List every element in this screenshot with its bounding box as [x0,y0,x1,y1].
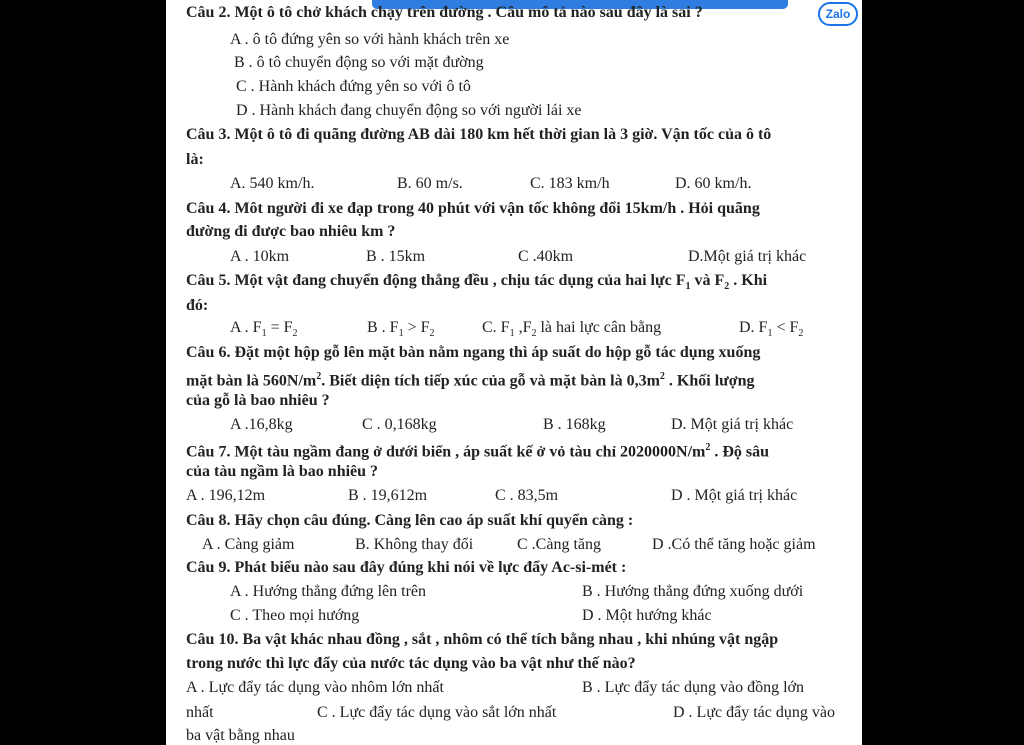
q5-c-sub2: 2 [531,328,537,340]
q5-d-sub2: 2 [798,328,804,340]
q7-option-d: D . Một giá trị khác [671,487,798,504]
q5-a-sub1: 1 [261,328,267,340]
q9-option-c: C . Theo mọi hướng [230,607,360,624]
q3-option-d: D. 60 km/h. [675,175,752,192]
q4-option-c: C .40km [518,248,574,265]
q5-line2: đó: [186,297,209,314]
q3-line2: là: [186,151,204,168]
q9-option-d: D . Một hướng khác [582,607,712,624]
q6-sup1: 2 [316,371,322,382]
q6-line1: Câu 6. Đặt một hộp gỗ lên mặt bàn nằm ngang thì áp suất do hộp gỗ tác dụng xuống [186,344,761,361]
q5-option-a [230,318,298,344]
q5-line1-end: . Khi [729,272,768,289]
q7-line1-end: . Độ sâu [710,443,770,461]
q5-b-sub1: 1 [398,328,404,340]
q5-sub1: 1 [685,281,691,293]
q10-option-b-cont: nhất [186,704,214,721]
document-page [166,0,862,745]
q8-option-d: D .Có thể tăng hoặc giảm [652,536,816,553]
q6-sup2: 2 [659,371,665,382]
q4-option-d: D.Một giá trị khác [688,248,807,265]
q6-option-b: B . 168kg [543,416,606,433]
q8-option-c: C .Càng tăng [517,536,601,553]
q3-option-b: B. 60 m/s. [397,175,463,192]
q2-option-c: C . Hành khách đứng yên so với ô tô [236,78,471,95]
q2-option-a: A . ô tô đứng yên so với hành khách trên xe [230,31,510,48]
q5-sub2: 2 [724,281,730,293]
q5-option-c [482,318,661,344]
q10-line2: trong nước thì lực đẩy của nước tác dụng vào ba vật như thế nào? [186,655,636,672]
q6-line2-pre: mặt bàn là 560N/m [186,372,317,390]
q2-option-b: B . ô tô chuyển động so với mặt đường [234,54,484,71]
q10-option-d: D . Lực đẩy tác dụng vào [673,704,835,721]
q3-option-c: C. 183 km/h [530,175,610,192]
q3-line1: Câu 3. Một ô tô đi quãng đường AB dài 180 km hết thời gian là 3 giờ. Vận tốc của ô tô [186,126,772,143]
q5-b-sub2: 2 [429,328,435,340]
q7-sup: 2 [705,442,711,453]
q5-a-mid: = F [266,319,293,336]
q4-line2: đường đi được bao nhiêu km ? [186,223,396,240]
q5-line1 [186,271,767,297]
q7-line1 [186,438,769,462]
q7-option-c: C . 83,5m [495,487,559,504]
zalo-badge[interactable]: Zalo [818,2,858,26]
q2-title: Câu 2. Một ô tô chở khách chạy trên đường . Câu mô tả nào sau đây là sai ? [186,4,703,21]
q10-option-b: B . Lực đẩy tác dụng vào đồng lớn [582,679,804,696]
q7-line1-pre: Câu 7. Một tàu ngầm đang ở dưới biển , áp suất kế ở vỏ tàu chỉ 2020000N/m [186,443,706,461]
q7-option-a: A . 196,12m [186,487,266,504]
q7-line2: của tàu ngầm là bao nhiêu ? [186,463,379,480]
q5-d-sub1: 1 [767,328,773,340]
q5-c-end: là hai lực cân bằng [536,319,662,336]
q2-option-d: D . Hành khách đang chuyển động so với người lái xe [236,102,582,119]
q9-title: Câu 9. Phát biểu nào sau đây đúng khi nói về lực đẩy Ac-si-mét : [186,559,627,576]
q4-line1: Câu 4. Môt người đi xe đạp trong 40 phút với vận tốc không đổi 15km/h . Hỏi quãng [186,200,760,217]
q9-option-a: A . Hướng thẳng đứng lên trên [230,583,426,600]
q6-line3: của gỗ là bao nhiêu ? [186,392,330,409]
q8-option-a: A . Càng giảm [202,536,295,553]
q5-d-mid: < F [772,319,799,336]
q5-line1-text: Câu 5. Một vật đang chuyển động thẳng đều , chịu tác dụng của hai lực F [186,272,686,289]
q10-option-d-cont: ba vật bằng nhau [186,727,295,744]
q5-option-b [367,318,435,344]
q6-option-c: C . 0,168kg [362,416,437,433]
q6-option-a: A .16,8kg [230,416,293,433]
q6-line2 [186,367,755,391]
q5-c-mid: ,F [514,319,532,336]
q10-option-c: C . Lực đẩy tác dụng vào sắt lớn nhất [317,704,557,721]
q4-option-b: B . 15km [366,248,426,265]
q8-option-b: B. Không thay đổi [355,536,474,553]
q6-option-d: D. Một giá trị khác [671,416,794,433]
q10-line1: Câu 10. Ba vật khác nhau đồng , sắt , nhôm có thể tích bằng nhau , khi nhúng vật ngập [186,631,779,648]
q7-option-b: B . 19,612m [348,487,428,504]
q8-title: Câu 8. Hãy chọn câu đúng. Càng lên cao áp suất khí quyển càng : [186,512,634,529]
q6-line2-end: . Khối lượng [664,372,755,390]
q6-line2-mid: . Biết diện tích tiếp xúc của gỗ và mặt bàn là 0,3m [321,372,660,390]
q5-line1-mid: và F [690,272,725,289]
q5-c-pre: C. F [482,319,510,336]
q5-a-sub2: 2 [292,328,298,340]
q5-b-mid: > F [403,319,430,336]
q5-option-d [739,318,803,344]
q5-a-pre: A . F [230,319,262,336]
q4-option-a: A . 10km [230,248,290,265]
q5-d-pre: D. F [739,319,768,336]
q10-option-a: A . Lực đẩy tác dụng vào nhôm lớn nhất [186,679,444,696]
q5-c-sub1: 1 [509,328,515,340]
q5-b-pre: B . F [367,319,399,336]
q9-option-b: B . Hướng thẳng đứng xuống dưới [582,583,804,600]
q3-option-a: A. 540 km/h. [230,175,315,192]
